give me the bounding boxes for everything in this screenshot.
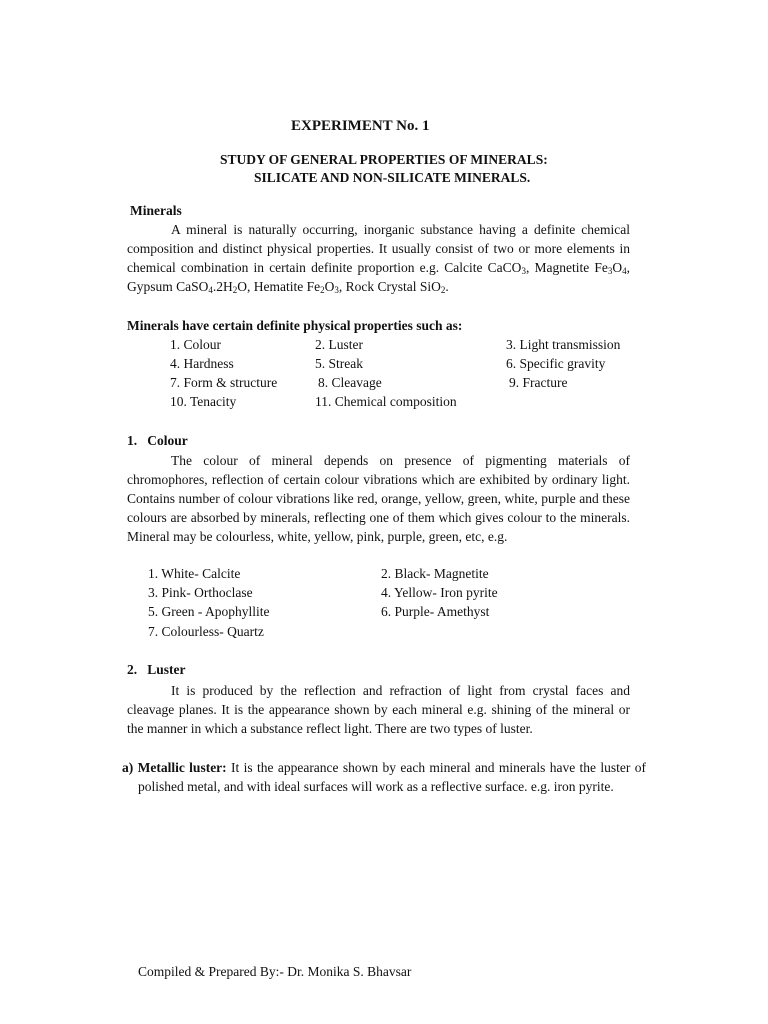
experiment-title: EXPERIMENT No. 1 [291,118,430,134]
metallic-luster-text: It is the appearance shown by each mineral and minerals have the luster of polished metal, and with ideal surfaces will work as a reflective surface. e.g. iron pyrite. [138,760,646,794]
property-item: 10. Tenacity [170,394,237,409]
property-item: 11. Chemical composition [315,394,457,409]
colour-example: 6. Purple- Amethyst [381,604,490,619]
subtitle-line-2: SILICATE AND NON-SILICATE MINERALS. [254,170,531,185]
colour-example: 3. Pink- Orthoclase [148,585,253,600]
minerals-paragraph: A mineral is naturally occurring, inorganic substance having a definite chemical composition and distinct physical properties. It usually consist of two or more elements in chemical combination in certain definite proportion e.g. Calcite CaCO$_3$, Magnetite $Fe_3O_4$, Gypsum $CaSO_4.2H_2O$, Hematite $Fe_2O_3$, Rock Crystal SiO$_2$. [127,222,630,295]
colour-heading: 1. Colour [127,433,188,448]
property-item: 1. Colour [170,337,222,352]
properties-heading: Minerals have certain definite physical properties such as: [127,318,463,333]
property-item: 4. Hardness [170,356,234,371]
subtitle-line-1: STUDY OF GENERAL PROPERTIES OF MINERALS: [220,152,548,167]
property-item: 8. Cleavage [318,375,382,390]
property-item: 5. Streak [315,356,363,371]
property-item: 6. Specific gravity [506,356,606,371]
luster-paragraph: It is produced by the reflection and refraction of light from crystal faces and cleavage planes. It is the appearance shown by each mineral e.g. shining of the mineral or the manner in which a substance reflect light. There are two types of luster. [127,683,630,736]
property-item: 2. Luster [315,337,363,352]
colour-example: 4. Yellow- Iron pyrite [381,585,498,600]
minerals-heading: Minerals [130,203,182,218]
property-item: 3. Light transmission [506,337,621,352]
colour-example: 7. Colourless- Quartz [148,624,264,639]
property-item: 9. Fracture [509,375,568,390]
metallic-luster-item [122,758,646,796]
colour-paragraph: The colour of mineral depends on presence of pigmenting materials of chromophores, reflection of certain colour vibrations which are exhibited by ordinary light. Contains number of colour vibrations like red, orange, yellow, green, white, purple and these colours are absorbed by minerals, reflecting one of them which gives colour to the minerals. Mineral may be colourless, white, yellow, pink, purple, green, etc, e.g. [127,453,630,544]
metallic-luster-label: a) Metallic luster: [122,760,227,775]
property-item: 7. Form & structure [170,375,278,390]
footer-credit: Compiled & Prepared By:- Dr. Monika S. Bhavsar [138,964,412,979]
colour-example: 1. White- Calcite [148,566,241,581]
colour-example: 5. Green - Apophyllite [148,604,270,619]
colour-example: 2. Black- Magnetite [381,566,489,581]
luster-heading: 2. Luster [127,662,186,677]
